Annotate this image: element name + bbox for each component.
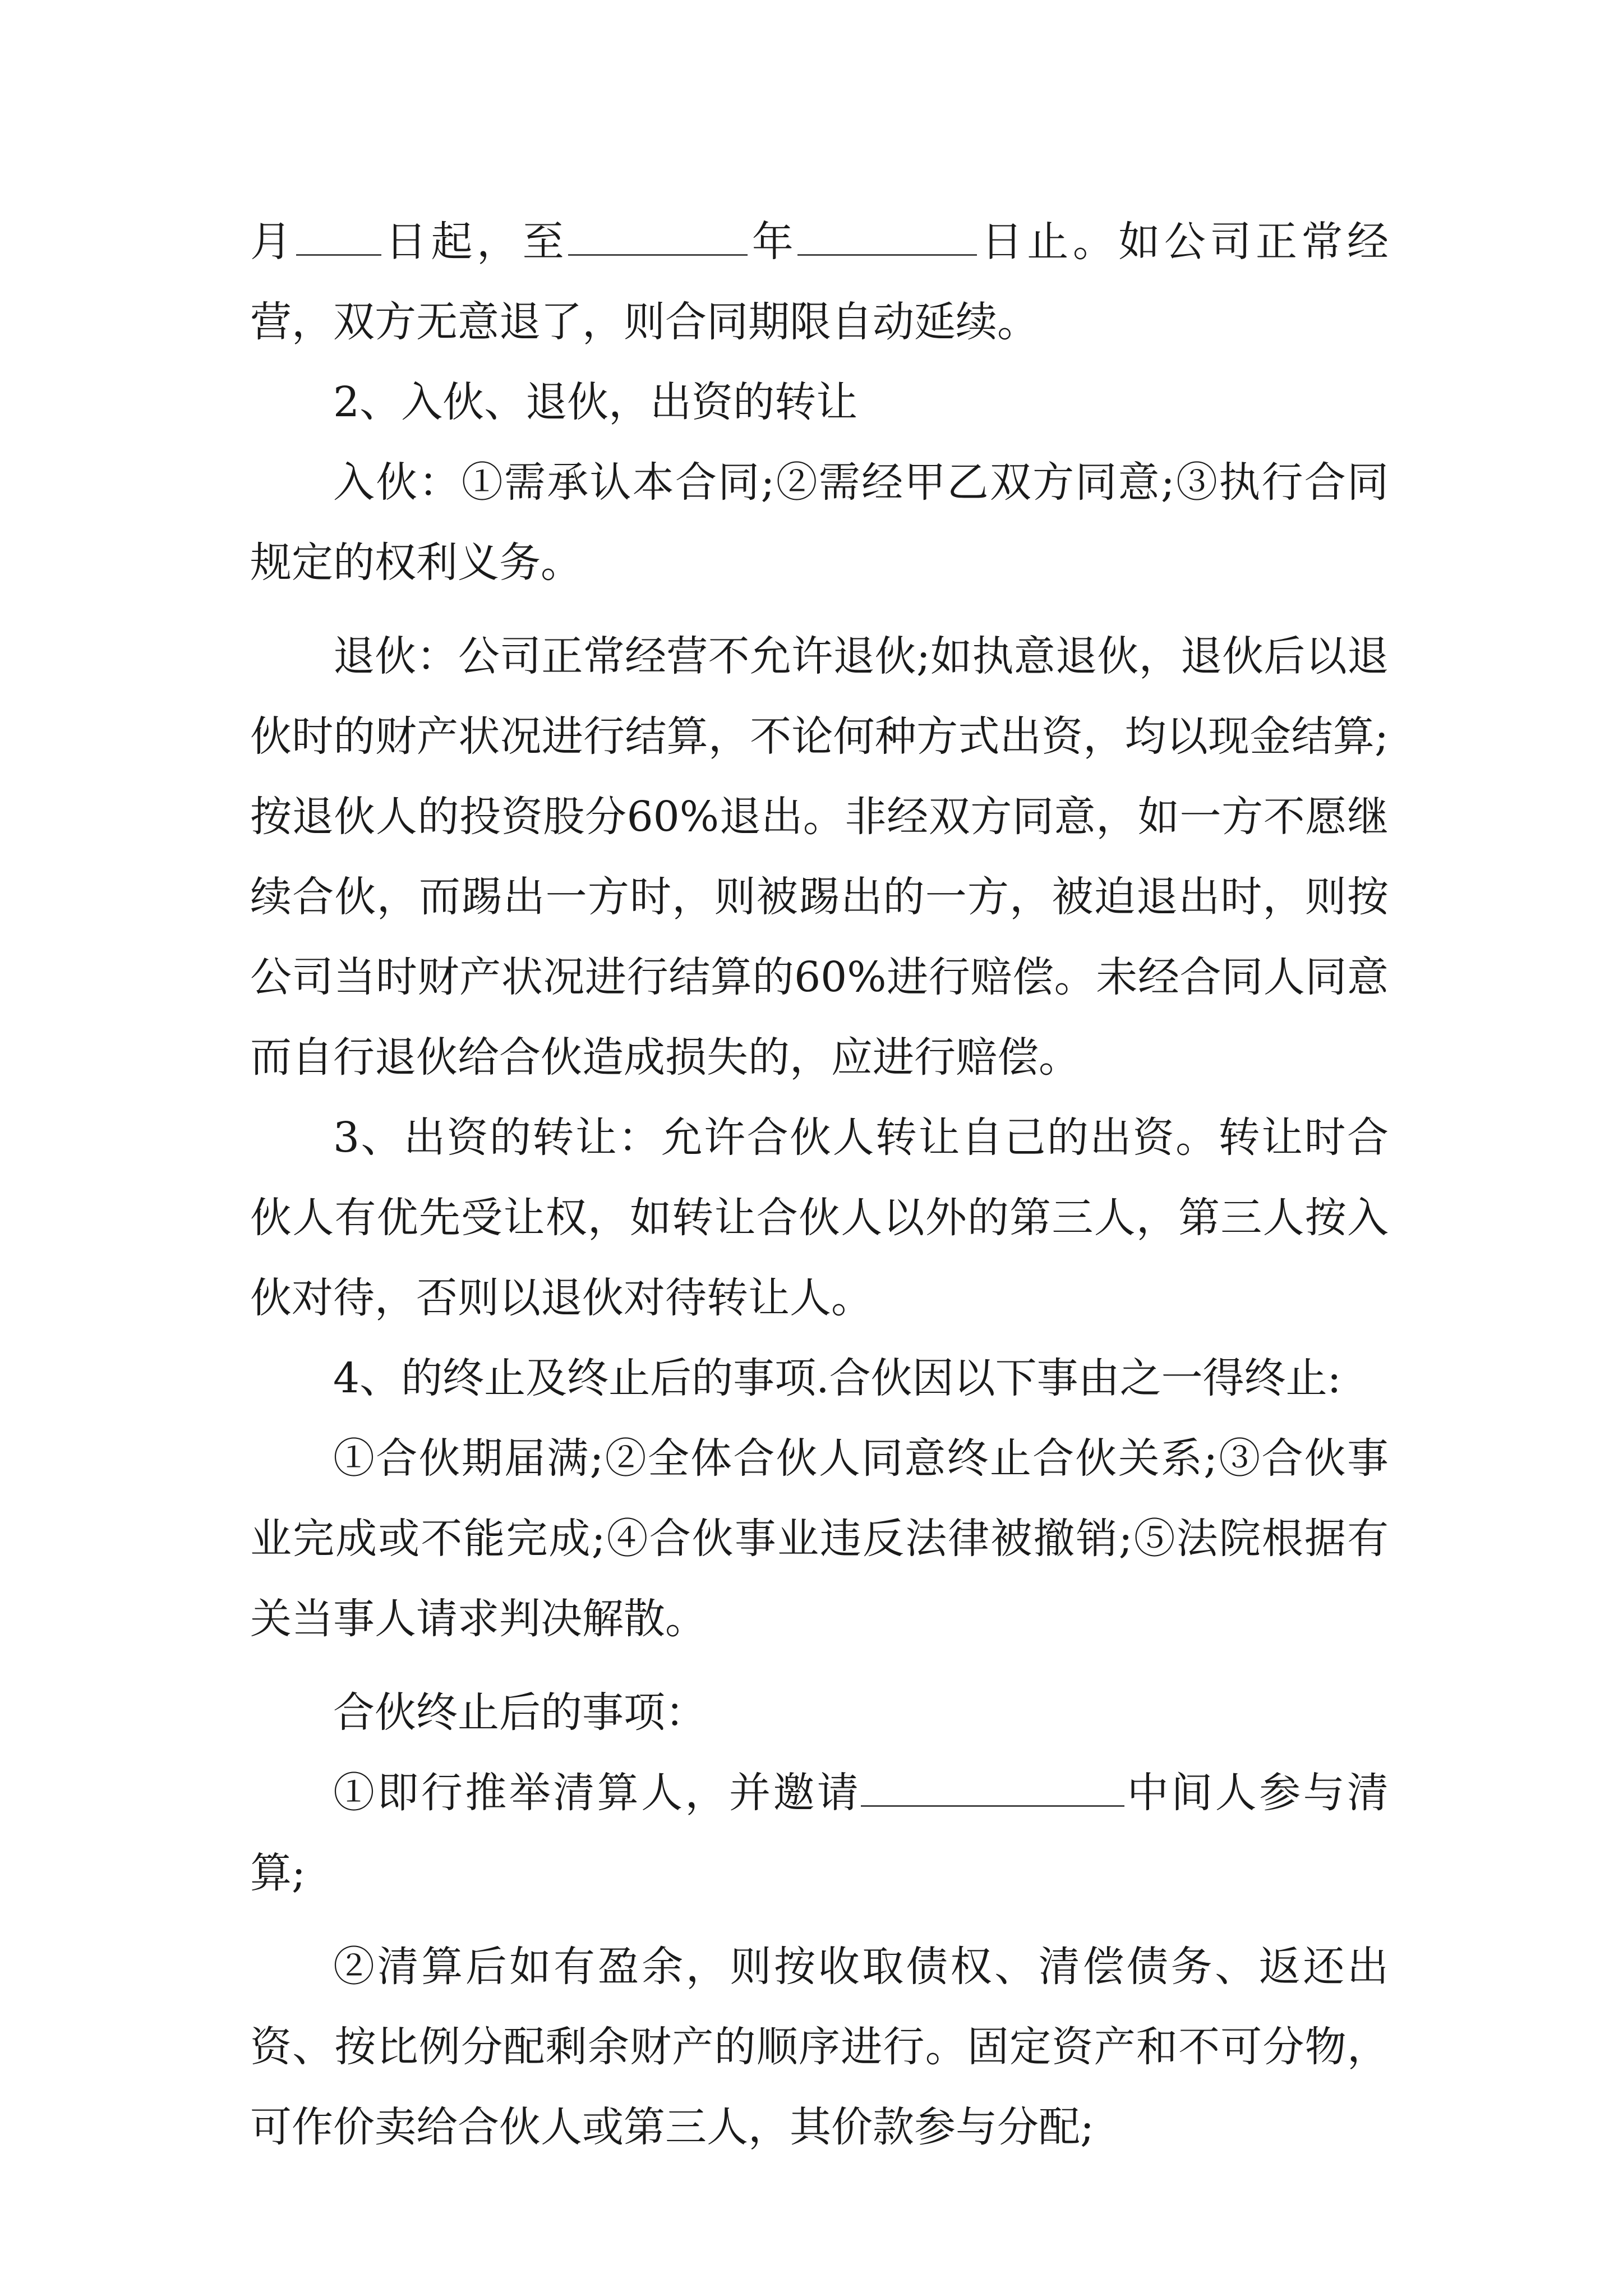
paragraph-termination-heading: 4、的终止及终止后的事项.合伙因以下事由之一得终止: [333,1354,1341,1402]
blank-field-intermediary [861,1772,1124,1807]
section-heading-admission-withdrawal: 2、入伙、退伙，出资的转让 [333,378,858,426]
paragraph-withdrawal: 退伙：公司正常经营不允许退伙;如执意退伙，退伙后以退伙时的财产状况进行结算，不论何种方式出资，均以现金结算;按退伙人的投资股分60%退出。非经双方同意，如一方不愿继续合伙，而踢出一方时，则被踢出的一方，被迫退出时，则按公司当时财产状况进行结算的60%进行赔偿。未经合同人同意而自行退伙给合伙造成损失的，应进行赔偿。 [250,632,1389,1082]
paragraph-capital-transfer: 3、出资的转让：允许合伙人转让自己的出资。转让时合伙人有优先受让权，如转让合伙人以外的第三人，第三人按入伙对待，否则以退伙对待转让人。 [250,1114,1389,1322]
paragraph-term-continuation: 月 日起，至 年 日止。如公司正常经营，双方无意退了，则合同期限自动延续。 [250,218,1389,346]
blank-field-year [568,220,748,256]
paragraph-post-termination-heading: 合伙终止后的事项： [333,1688,707,1737]
paragraph-admission: 入伙：①需承认本合同;②需经甲乙双方同意;③执行合同规定的权利义务。 [250,458,1389,587]
paragraph-surplus-distribution: ②清算后如有盈余，则按收取债权、清偿债务、返还出资、按比例分配剩余财产的顺序进行。固定资产和不可分物，可作价卖给合伙人或第三人，其价款参与分配; [250,1943,1389,2151]
blank-field-day [296,220,381,256]
paragraph-liquidator: ①即行推举清算人，并邀请 中间人参与清算; [250,1769,1389,1897]
paragraph-termination-causes: ①合伙期届满;②全体合伙人同意终止合伙关系;③合伙事业完成或不能完成;④合伙事业违反法律被撤销;⑤法院根据有关当事人请求判决解散。 [250,1434,1389,1643]
document-body [250,202,1389,2168]
blank-field-date [797,220,977,256]
